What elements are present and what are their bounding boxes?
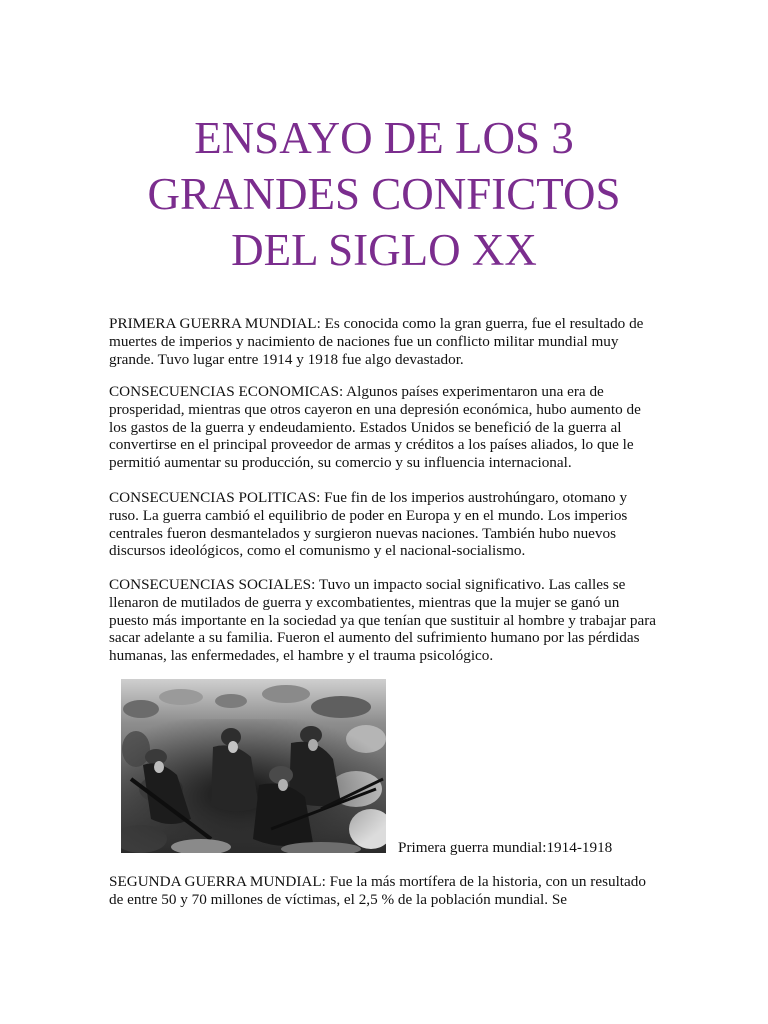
document-title (0, 110, 768, 278)
figure-caption: Primera guerra mundial:1914-1918 (398, 839, 613, 856)
title-line-1: ENSAYO DE LOS 3 (194, 113, 574, 163)
paragraph-consecuencias-sociales: CONSECUENCIAS SOCIALES: Tuvo un impacto social significativo. Las calles se llenaron de mutilados de guerra y excombatientes, mientras que la mujer se ganó un puesto más importante en la sociedad ya que tenían que sustituir al hombre y trabajar para sacar adelante a su familia. Fueron el aumento del sufrimiento humano por las pérdidas humanas, las enfermedades, el hambre y el trauma psicológico. (109, 576, 656, 665)
title-line-3: DEL SIGLO XX (231, 225, 537, 275)
soldiers-photo (121, 679, 386, 853)
paragraph-consecuencias-politicas: CONSECUENCIAS POLITICAS: Fue fin de los imperios austrohúngaro, otomano y ruso. La guerra cambió el equilibrio de poder en Europa y en el mundo. Los imperios centrales fueron desmantelados y surgieron nuevas naciones. También hubo nuevos discursos ideológicos, como el comunismo y el nacional-socialismo. (109, 489, 628, 560)
paragraph-primera-guerra: PRIMERA GUERRA MUNDIAL: Es conocida como la gran guerra, fue el resultado de muertes de imperios y nacimiento de naciones fue un conflicto militar mundial muy grande. Tuvo lugar entre 1914 y 1918 fue algo devastador. (109, 315, 644, 368)
title-line-2: GRANDES CONFICTOS (147, 169, 621, 219)
paragraph-segunda-guerra: SEGUNDA GUERRA MUNDIAL: Fue la más mortífera de la historia, con un resultado de entre 50 y 70 millones de víctimas, el 2,5 % de la población mundial. Se (109, 873, 646, 908)
paragraph-consecuencias-economicas: CONSECUENCIAS ECONOMICAS: Algunos países experimentaron una era de prosperidad, mientras que otros cayeron en una depresión económica, hubo aumento de los gastos de la guerra y endeudamiento. Estados Unidos se benefició de la guerra al convertirse en el principal proveedor de armas y créditos a los países aliados, lo que le permitió aumentar su producción, su comercio y su influencia internacional. (109, 383, 641, 472)
